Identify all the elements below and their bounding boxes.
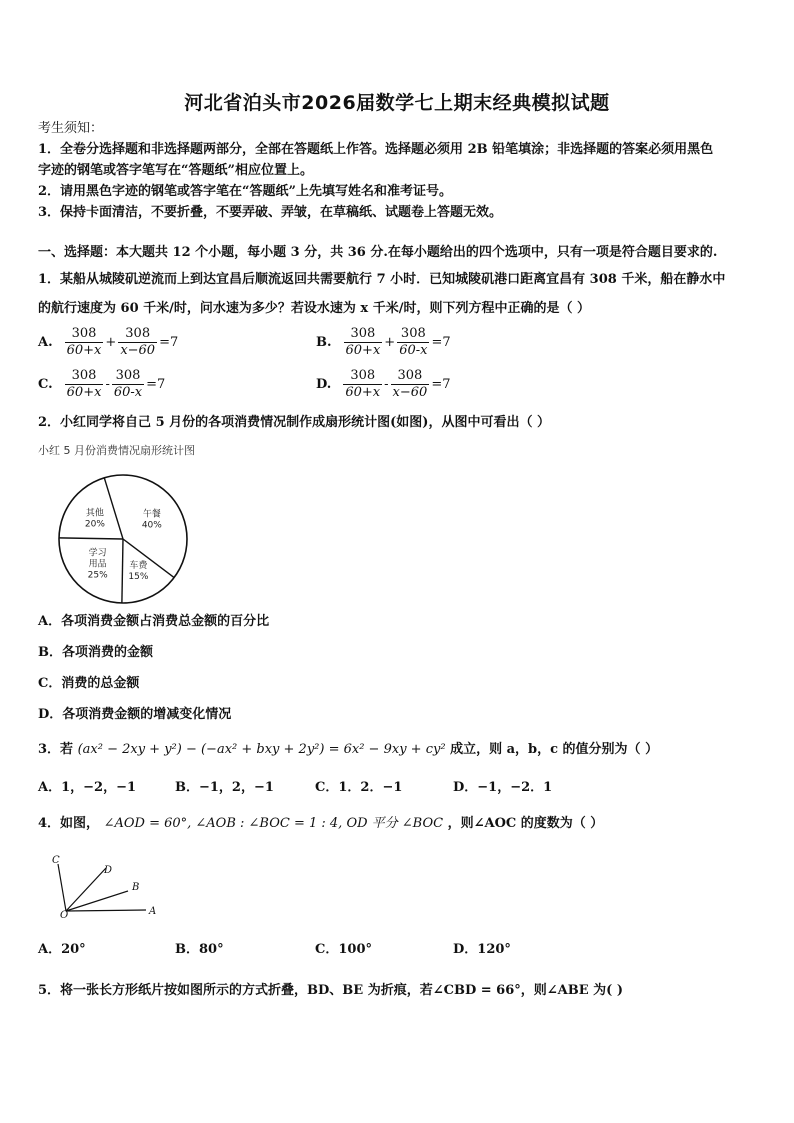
fraction: $\frac{308}{60-x}$ [113,368,143,400]
q4-prefix: 4．如图， [38,816,100,831]
q5-stem: 5．将一张长方形纸片按如图所示的方式折叠，BD、BE 为折痕，若∠CBD = 66°，则∠ABE 为( ) [38,983,623,998]
pie-slice-percent: 40% [141,520,162,531]
q2-option-a[interactable]: A．各项消费金额占消费总金额的百分比 [38,614,270,629]
fraction: $\frac{308}{x-60}$ [392,368,428,400]
pie-slice-label [142,507,162,530]
fraction: $\frac{308}{60+x}$ [345,326,381,358]
q2-option-d[interactable]: D．各项消费金额的增减变化情况 [38,707,232,722]
pie-slice-percent: 20% [84,519,105,530]
q4-option-b[interactable]: B．80° [175,942,224,957]
fraction: $\frac{308}{60+x}$ [345,368,381,400]
fraction: $\frac{308}{60+x}$ [66,326,102,358]
pie-slice-name: 车费 [129,561,148,572]
pie-chart [52,470,194,608]
fraction: $\frac{308}{x-60}$ [120,326,156,358]
angle-figure [44,852,169,922]
pie-slice-name: 用品 [88,559,107,570]
q1-option-b[interactable]: B. $\frac{308}{60+x}$ + $\frac{308}{60-x}$ =7 [316,326,451,358]
q4-option-a[interactable]: A．20° [38,942,86,957]
fraction: $\frac{308}{60+x}$ [66,368,102,400]
label-b: B [132,882,140,893]
pie-slice-percent: 15% [128,572,149,583]
q1-option-a[interactable]: A. $\frac{308}{60+x}$ + $\frac{308}{x-60}$ =7 [38,326,179,358]
pie-slice-name: 午餐 [142,509,161,520]
q1-stem-line1: 1．某船从城陵矶逆流而上到达宜昌后顺流返回共需要航行 7 小时．已知城陵矶港口距离宜昌有 308 千米，船在静水中 [38,272,726,287]
pie-slice-name: 其他 [85,508,104,519]
pie-slice-name: 学习 [88,548,107,559]
label-d: D [104,865,113,876]
q3-stem [38,741,658,759]
q1-option-d[interactable]: D. $\frac{308}{60+x}$ - $\frac{308}{x-60}$ =7 [316,368,451,400]
section-heading: 一、选择题：本大题共 12 个小题，每小题 3 分，共 36 分.在每小题给出的四个选项中，只有一项是符合题目要求的. [38,245,718,260]
notice-item-3: 3．保持卡面清洁，不要折叠，不要弄破、弄皱，在草稿纸、试题卷上答题无效。 [38,205,503,220]
page-title: 河北省泊头市2026届数学七上期末经典模拟试题 [184,92,610,114]
q3-expression: (ax² − 2xy + y²) − (−ax² + bxy + 2y²) = 6x² − 9xy + cy² [77,742,446,757]
pie-slice-label [128,559,148,582]
option-letter: C. [38,377,53,392]
q4-option-d[interactable]: D．120° [453,942,511,957]
q3-option-a[interactable]: A．1，−2，−1 [38,780,137,795]
pie-slice-label [88,546,108,580]
q3-option-c[interactable]: C．1．2．−1 [315,780,403,795]
q4-stem [38,815,603,833]
label-a: A [149,906,157,917]
pie-slice-percent: 25% [87,570,108,581]
q3-prefix: 3．若 [38,742,74,757]
q1-option-c[interactable]: C. $\frac{308}{60+x}$ - $\frac{308}{60-x}$ =7 [38,368,166,400]
q4-expression: ∠AOD = 60°, ∠AOB : ∠BOC = 1 : 4, OD 平分 ∠BOC [103,816,444,831]
q3-option-d[interactable]: D．−1，−2．1 [453,780,553,795]
q3-suffix: 成立，则 a，b，c 的值分别为（ ） [450,742,659,757]
notice-item-2: 2．请用黑色字迹的钢笔或答字笔在“答题纸”上先填写姓名和准考证号。 [38,184,453,199]
q1-stem-line2: 的航行速度为 60 千米/时，问水速为多少？若设水速为 x 千米/时，则下列方程中正确的是（ ） [38,301,590,316]
option-letter: B. [316,335,332,350]
q2-option-b[interactable]: B．各项消费的金额 [38,645,153,660]
label-c: C [52,855,60,866]
ray-oa [66,910,146,911]
notice-heading: 考生须知： [38,121,104,136]
option-letter: D. [316,377,332,392]
notice-item-1: 1．全卷分选择题和非选择题两部分，全部在答题纸上作答。选择题必须用 2B 铅笔填涂；非选择题的答案必须用黑色 [38,142,714,157]
chart-title: 小红 5 月份消费情况扇形统计图 [38,444,195,457]
ray-oc [58,864,66,911]
fraction: $\frac{308}{60-x}$ [399,326,428,358]
q3-option-b[interactable]: B．−1，2，−1 [175,780,274,795]
q4-option-c[interactable]: C．100° [315,942,372,957]
label-o: O [60,910,69,921]
notice-item-1-cont: 字迹的钢笔或答字笔写在“答题纸”相应位置上。 [38,163,313,178]
q2-stem: 2．小红同学将自己 5 月份的各项消费情况制作成扇形统计图(如图)，从图中可看出（ ） [38,415,550,430]
pie-slice-label [85,506,105,529]
option-letter: A. [38,335,53,350]
q2-option-c[interactable]: C．消费的总金额 [38,676,140,691]
q4-suffix: ，则∠AOC 的度数为（ ） [447,816,604,831]
